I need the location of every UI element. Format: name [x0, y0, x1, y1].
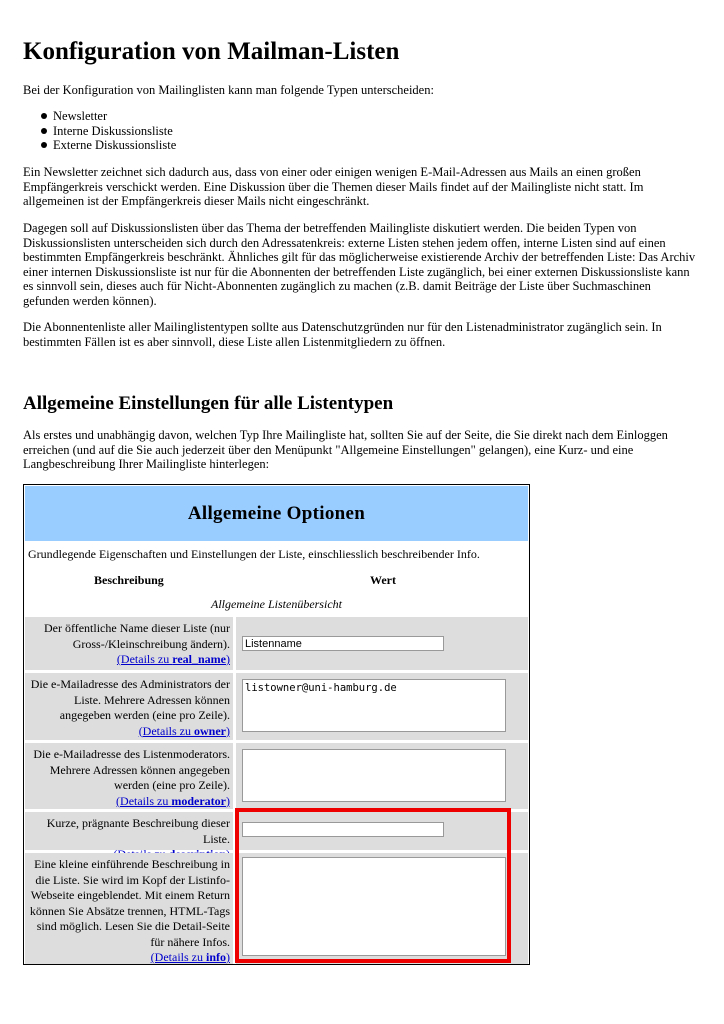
options-header: Allgemeine Optionen	[25, 486, 528, 541]
details-link-real-name[interactable]: (Details zu real_name)	[116, 652, 230, 666]
options-intro: Grundlegende Eigenschaften und Einstellungen der Liste, einschliesslich beschreibender Info.	[28, 547, 480, 561]
option-row-moderator	[25, 743, 528, 809]
option-row-info	[25, 853, 528, 964]
list-item: Newsletter	[23, 109, 176, 124]
bullet-icon	[41, 113, 47, 119]
mailman-options-screenshot	[23, 484, 530, 965]
details-link-owner[interactable]: (Details zu owner)	[138, 723, 230, 738]
details-link-info[interactable]: (Details zu info)	[150, 950, 230, 964]
real-name-input[interactable]: Listenname	[242, 636, 444, 651]
option-label: Eine kleine einführende Beschreibung in die Liste. Sie wird im Kopf der Listinfo-Webseite eingeblendet. Mit einem Return können Sie Absätze trennen, HTML-Tags sind möglich. Lesen Sie die Detail-Seite für nähere Infos.	[29, 857, 230, 949]
section-paragraph: Als erstes und unabhängig davon, welchen Typ Ihre Mailingliste hat, sollten Sie auf der Seite, die Sie direkt nach dem Einloggen erreichen (und auf die Sie auch jederzeit über den Menüpunkt "Allgemeine Einstellungen" gelangen), eine Kurz- und eine Langbeschreibung Ihrer Mailingliste hinterlegen:	[23, 428, 668, 472]
page-title: Konfiguration von Mailman-Listen	[23, 38, 400, 65]
option-label: Die e-Mailadresse des Administrators der Liste. Mehrere Adressen können angegeben werden (eine pro Zeile).	[30, 677, 230, 722]
option-label: Die e-Mailadresse des Listenmoderators. Mehrere Adressen können angegeben werden (eine pro Zeile).	[33, 747, 230, 792]
column-header-value: Wert	[370, 573, 396, 587]
info-textarea[interactable]	[242, 857, 506, 956]
details-link-moderator[interactable]: (Details zu moderator)	[116, 793, 230, 808]
moderator-textarea[interactable]	[242, 749, 506, 802]
owner-textarea[interactable]: listowner@uni-hamburg.de	[242, 679, 506, 732]
bullet-icon	[41, 128, 47, 134]
list-item: Interne Diskussionsliste	[23, 124, 176, 139]
newsletter-paragraph: Ein Newsletter zeichnet sich dadurch aus, dass von einer oder einigen wenigen E-Mail-Adressen aus Mails an einen großen Empfängerkreis verschickt werden. Eine Diskussion über die Themen dieser Mails findet auf der Mailingliste nicht statt. Im allgemeinen ist der Empfängerkreis dieser Mails nicht eingeschränkt.	[23, 165, 644, 209]
option-row-description	[25, 812, 528, 850]
option-label: Kurze, prägnante Beschreibung dieser Liste.	[46, 816, 230, 846]
list-item: Externe Diskussionsliste	[23, 138, 176, 153]
description-input[interactable]	[242, 822, 444, 837]
section-title: Allgemeine Listenübersicht	[211, 597, 342, 611]
option-row-real-name	[25, 617, 528, 670]
column-header-description: Beschreibung	[94, 573, 164, 587]
subscribers-paragraph: Die Abonnentenliste aller Mailinglistentypen sollte aus Datenschutzgründen nur für den Listenadministrator zugänglich sein. In bestimmten Fällen ist es aber sinnvoll, diese Liste allen Listenmitgliedern zu öffnen.	[23, 320, 662, 349]
intro-paragraph: Bei der Konfiguration von Mailinglisten kann man folgende Typen unterscheiden:	[23, 83, 434, 97]
option-row-owner	[25, 673, 528, 740]
discussion-paragraph: Dagegen soll auf Diskussionslisten über das Thema der betreffenden Mailingliste diskutiert werden. Die beiden Typen von Diskussionslisten unterscheiden sich durch den Adressatenkreis: externe Listen stehen jedem offen, interne Listen sind auf einen bestimmten Empfängerkreis beschränkt. Ähnliches gilt für das möglicherweise existierende Archiv der betreffenden Liste: Das Archiv einer internen Diskussionsliste ist nur für die Abonnenten der betreffenden Liste zugänglich, bei einer externen Diskussionsliste kann es sinnvoll sein, dieses auch für Nicht-Abonnenten zugänglich zu machen (z.B. damit Beiträge der Liste über Suchmaschinen gefunden werden können).	[23, 221, 696, 308]
section-heading: Allgemeine Einstellungen für alle Listentypen	[23, 393, 394, 414]
option-label: Der öffentliche Name dieser Liste (nur Gross-/Kleinschreibung ändern).	[43, 621, 230, 651]
bullet-icon	[41, 142, 47, 148]
list-types	[23, 109, 176, 153]
